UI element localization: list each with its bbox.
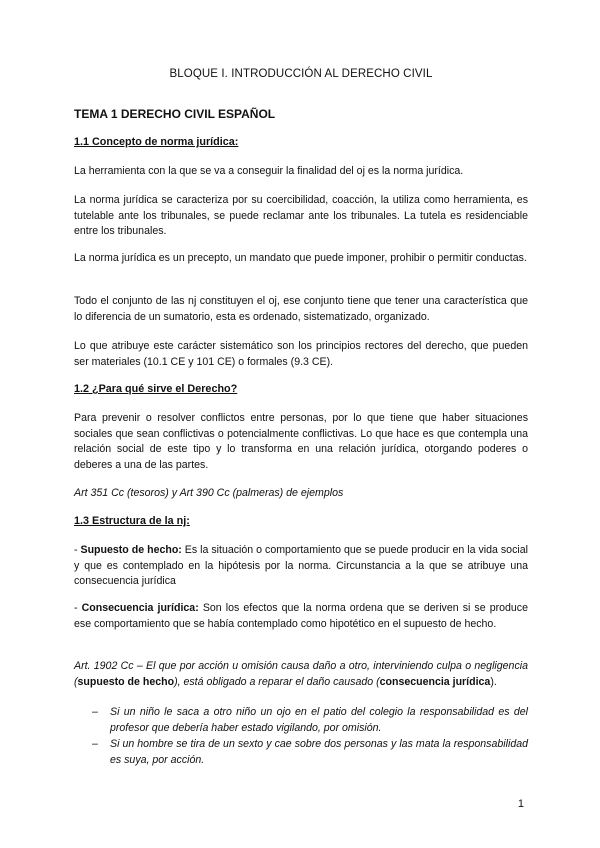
list-item-text: Si un niño le saca a otro niño un ojo en el patio del colegio la responsabilidad es del profesor que debería haber estado vigilando, por omisión.: [110, 706, 528, 734]
list-item: [74, 705, 528, 736]
paragraph: La norma jurídica se caracteriza por su coercibilidad, coacción, la utiliza como herramienta, es tutelable ante los tribunales, se puede reclamar ante los tribunales. La tutela es residenciable entre los tribunales.: [74, 194, 528, 237]
paragraph: Para prevenir o resolver conflictos entre personas, por lo que tiene que haber situaciones sociales que sean conflictivas o potencialmente conflictivas. Lo que hace es que contempla una relación social de este tipo y lo transforma en una relación jurídica, otorgando poderes o deberes a una de las partes.: [74, 412, 528, 471]
paragraph: Todo el conjunto de las nj constituyen el oj, ese conjunto tiene que tener una característica que lo diferencia de un sumatorio, esta es ordenado, sistematizado, organizado.: [74, 295, 528, 323]
article-text: ), está obligado a reparar el daño causado (: [174, 675, 380, 688]
examples-list: [74, 705, 528, 769]
supuesto-highlight: supuesto de hecho: [77, 675, 175, 688]
section-1-3-title: 1.3 Estructura de la nj:: [74, 515, 190, 527]
list-item: [74, 737, 528, 768]
paragraph: Lo que atribuye este carácter sistemático son los principios rectores del derecho, que pueden ser materiales (10.1 CE y 101 CE) o formales (9.3 CE).: [74, 340, 528, 368]
section-1-1-title: 1.1 Concepto de norma jurídica:: [74, 136, 239, 148]
article-1902-paragraph: [74, 659, 528, 690]
paragraph: La herramienta con la que se va a conseguir la finalidad del oj es la norma jurídica.: [74, 165, 464, 177]
list-dash: -: [74, 544, 81, 556]
paragraph: La norma jurídica es un precepto, un mandato que puede imponer, prohibir o permitir conductas.: [74, 252, 527, 264]
page-number: 1: [517, 798, 524, 810]
section-1-2-title: 1.2 ¿Para qué sirve el Derecho?: [74, 383, 238, 395]
supuesto-text: Es la situación o comportamiento que se puede producir en la vida social y que es contemplado en la hipótesis por la norma. Circunstancia a la que se atribuye una consecuencia jurídica: [74, 544, 528, 587]
consecuencia-label: Consecuencia jurídica:: [81, 602, 199, 614]
dash-bullet: –: [92, 706, 98, 718]
examples-note: Art 351 Cc (tesoros) y Art 390 Cc (palmeras) de ejemplos: [74, 487, 344, 499]
list-dash: -: [74, 602, 82, 614]
tema-title: TEMA 1 DERECHO CIVIL ESPAÑOL: [74, 107, 276, 121]
supuesto-label: Supuesto de hecho:: [80, 544, 182, 556]
document-header: BLOQUE I. INTRODUCCIÓN AL DERECHO CIVIL: [169, 68, 433, 80]
supuesto-de-hecho-paragraph: [74, 543, 528, 590]
consecuencia-juridica-paragraph: [74, 601, 528, 632]
dash-bullet: –: [92, 738, 98, 750]
article-text: ).: [490, 675, 497, 688]
consecuencia-text: Son los efectos que la norma ordena que se deriven si se produce ese comportamiento que se había contemplado como hipotético en el supuesto de hecho.: [74, 602, 528, 630]
list-item-text: Si un hombre se tira de un sexto y cae sobre dos personas y las mata la responsabilidad es suya, por acción.: [110, 738, 528, 766]
article-text: Art. 1902 Cc – El que por acción u omisión causa daño a otro, interviniendo culpa o negligencia (: [74, 660, 528, 688]
consecuencia-highlight: consecuencia jurídica: [379, 675, 491, 688]
